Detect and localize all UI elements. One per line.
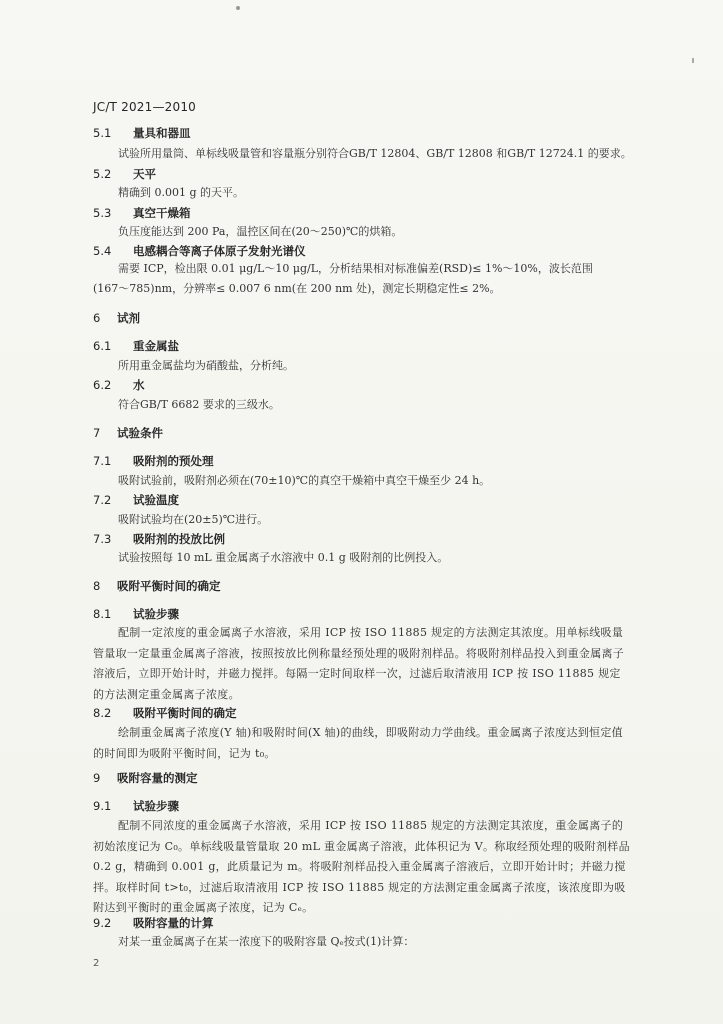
heading-5-1: 5.1 量具和器皿: [93, 126, 191, 140]
heading-6-1: 6.1 重金属盐: [93, 339, 179, 353]
paragraph-5-3: 负压度能达到 200 Pa，温控区间在(20～250)℃的烘箱。: [118, 225, 403, 238]
heading-5-4: 5.4 电感耦合等离子体原子发射光谱仪: [93, 244, 306, 258]
paragraph-6-1: 所用重金属盐均为硝酸盐，分析纯。: [118, 359, 294, 372]
paragraph-5-1: 试验所用量筒、单标线吸量管和容量瓶分别符合GB/T 12804、GB/T 12808 和GB/T 12724.1 的要求。: [118, 147, 632, 160]
paragraph-7-3: 试验按照每 10 mL 重金属离子水溶液中 0.1 g 吸附剂的比例投入。: [118, 551, 449, 564]
heading-9-2: 9.2 吸附容量的计算: [93, 916, 214, 930]
heading-8-1: 8.1 试验步骤: [93, 607, 179, 621]
paragraph-9-1: 配制不同浓度的重金属离子水溶液，采用 ICP 按 ISO 11885 规定的方法测定其浓度，重金属离子的初始浓度记为 C₀。单标线吸量管量取 20 mL 重金属离子溶液，此体积记为 V。称取经预处理的吸附剂样品 0.2 g，精确到 0.001 g，此质量记为 m。将吸附剂样品投入重金属离子溶液后，立即开始计时；并磁力搅拌。取样时间 t>t₀，过滤后取清液用 ICP 按 ISO 11885 规定的方法测定重金属离子浓度，该浓度即为吸附达到平衡时的重金属离子浓度，记为 Cₑ。: [93, 819, 630, 914]
paragraph-7-2: 吸附试验均在(20±5)℃进行。: [118, 513, 269, 526]
paragraph-5-4-line2: (167～785)nm，分辨率≤ 0.007 6 nm(在 200 nm 处)，测定长期稳定性≤ 2%。: [93, 282, 501, 295]
paragraph-5-2: 精确到 0.001 g 的天平。: [118, 186, 245, 199]
scan-speck: [236, 6, 240, 10]
heading-7: 7 试验条件: [93, 426, 163, 440]
paragraph-8-1: 配制一定浓度的重金属离子水溶液，采用 ICP 按 ISO 11885 规定的方法测定其浓度。用单标线吸量管量取一定量重金属离子溶液，按照按放比例称量经预处理的吸附剂样品。将吸附剂样品投入到重金属离子溶液后，立即开始计时，并磁力搅拌。每隔一定时间取样一次，过滤后取清液用 ICP 按 ISO 11885 规定的方法测定重金属离子浓度。: [93, 626, 625, 701]
heading-5-3: 5.3 真空干燥箱: [93, 206, 191, 220]
paragraph-7-1: 吸附试验前，吸附剂必须在(70±10)℃的真空干燥箱中真空干燥至少 24 h。: [118, 474, 491, 487]
heading-8-2: 8.2 吸附平衡时间的确定: [93, 706, 237, 720]
page-number: 2: [93, 958, 100, 969]
heading-8: 8 吸附平衡时间的确定: [93, 579, 221, 593]
heading-6: 6 试剂: [93, 311, 140, 325]
heading-9: 9 吸附容量的测定: [93, 771, 198, 785]
paragraph-9-2: 对某一重金属离子在某一浓度下的吸附容量 Qₑ按式(1)计算：: [118, 935, 415, 948]
paragraph-6-2: 符合GB/T 6682 要求的三级水。: [118, 398, 280, 411]
scan-speck: [692, 58, 694, 63]
heading-6-2: 6.2 水: [93, 378, 145, 392]
paragraph-8-2: 绘制重金属离子浓度(Y 轴)和吸附时间(X 轴)的曲线，即吸附动力学曲线。重金属离子浓度达到恒定值的时间即为吸附平衡时间，记为 t₀。: [93, 726, 623, 760]
heading-7-3: 7.3 吸附剂的投放比例: [93, 532, 225, 546]
paragraph-5-4-line1: 需要 ICP，检出限 0.01 μg/L～10 μg/L，分析结果相对标准偏差(RSD)≤ 1%～10%，波长范围: [118, 262, 593, 275]
heading-7-2: 7.2 试验温度: [93, 493, 179, 507]
heading-7-1: 7.1 吸附剂的预处理: [93, 454, 214, 468]
document-code: JC/T 2021—2010: [93, 100, 196, 114]
heading-5-2: 5.2 天平: [93, 167, 156, 181]
heading-9-1: 9.1 试验步骤: [93, 799, 179, 813]
